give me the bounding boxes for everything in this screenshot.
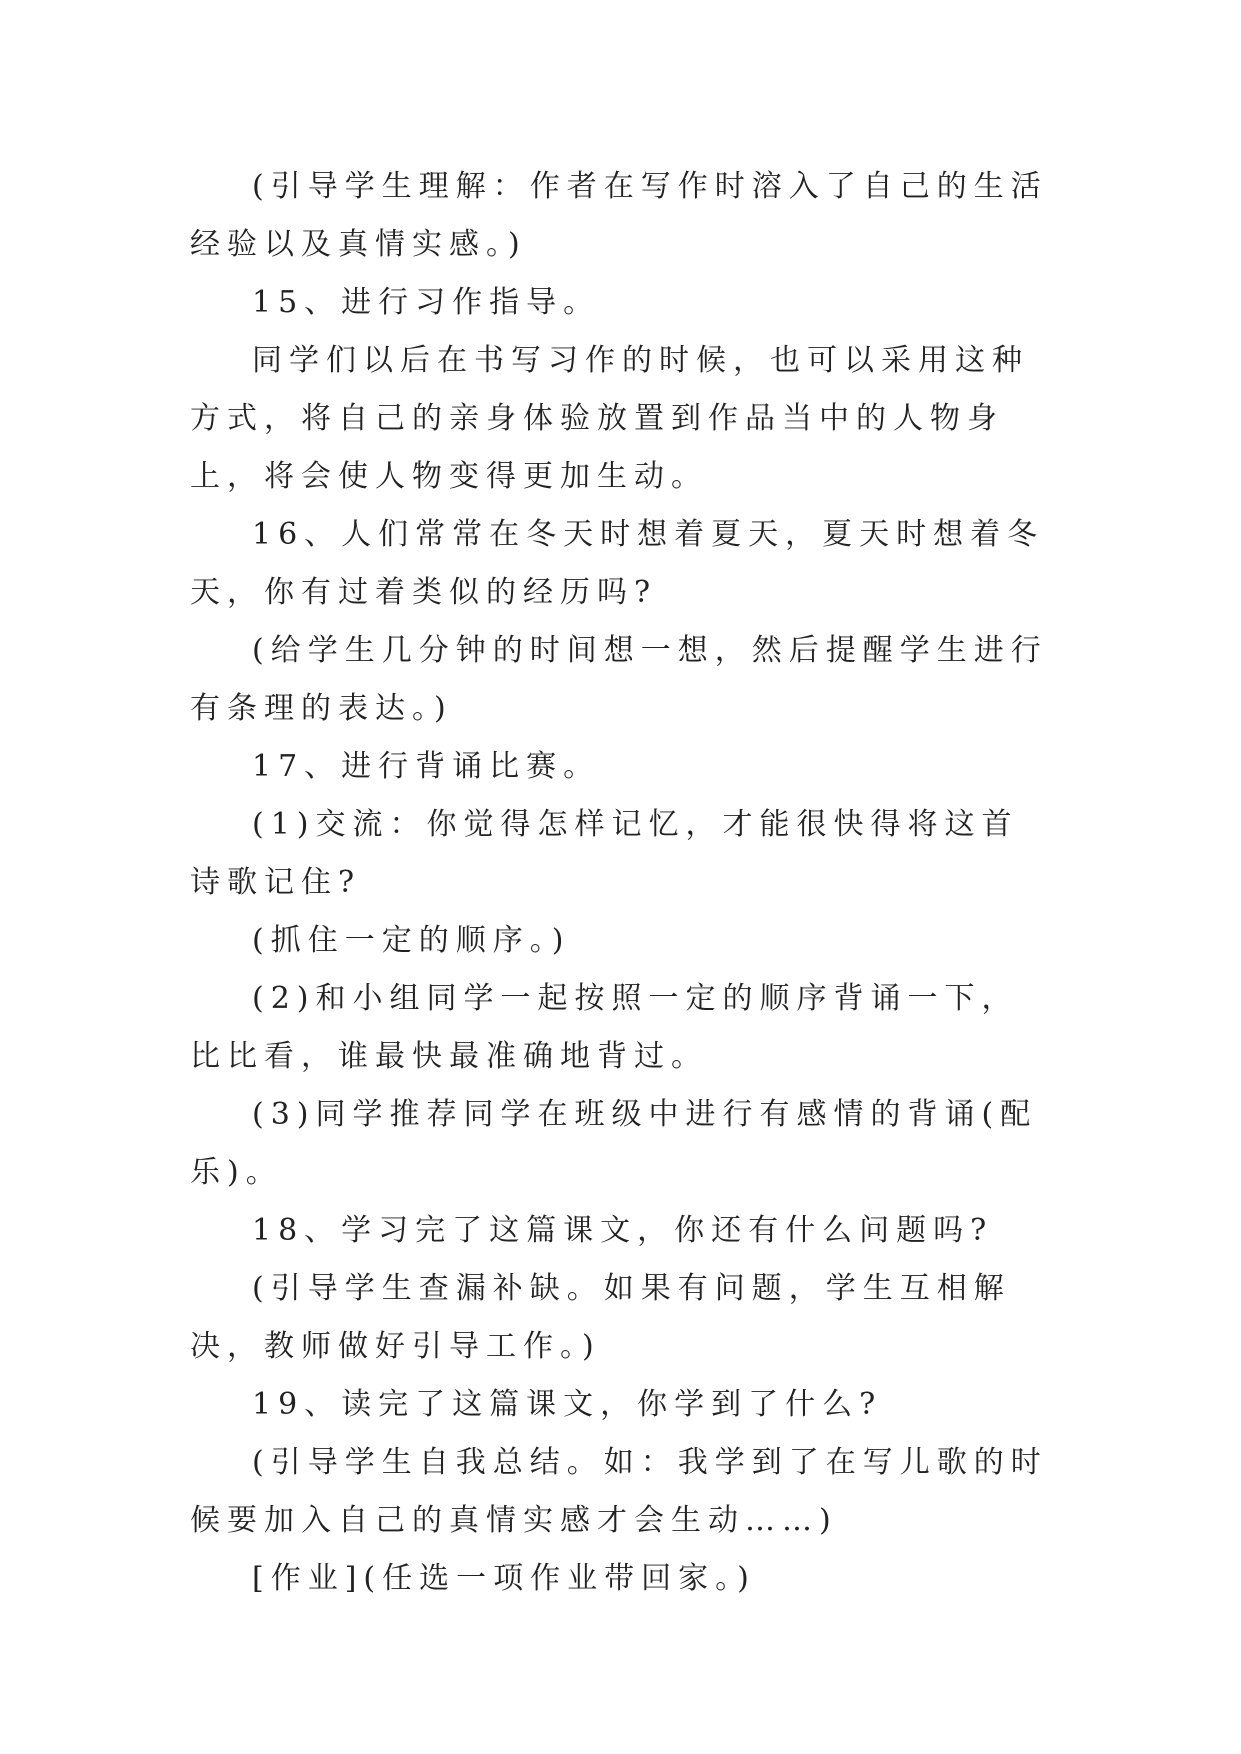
paragraph-guide-understanding: (引导学生理解：作者在写作时溶入了自己的生活经验以及真情实感。) <box>190 169 1048 262</box>
paragraph-step-16: 16、人们常常在冬天时想着夏天，夏天时想着冬天，你有过着类似的经历吗? <box>190 517 1045 610</box>
paragraph-step-15: 15、进行习作指导。 <box>252 285 601 320</box>
paragraph-self-summary: (引导学生自我总结。如：我学到了在写儿歌的时候要加入自己的真情实感才会生动……) <box>190 1445 1048 1538</box>
paragraph-writing-guidance: 同学们以后在书写习作的时候，也可以采用这种方式，将自己的亲身体验放置到作品当中的人物身上，将会使人物变得更加生动。 <box>190 343 1029 494</box>
document-body <box>190 158 1052 1608</box>
paragraph-17-1: (1)交流：你觉得怎样记忆，才能很快得将这首诗歌记住? <box>190 807 1019 900</box>
paragraph-step-19: 19、读完了这篇课文，你学到了什么? <box>252 1387 883 1422</box>
paragraph-step-17: 17、进行背诵比赛。 <box>252 749 601 784</box>
paragraph-homework: [作业](任选一项作业带回家。) <box>252 1561 756 1596</box>
paragraph-fill-gaps: (引导学生查漏补缺。如果有问题，学生互相解决，教师做好引导工作。) <box>190 1271 1011 1364</box>
paragraph-think-time: (给学生几分钟的时间想一想，然后提醒学生进行有条理的表达。) <box>190 633 1048 726</box>
paragraph-17-3: (3)同学推荐同学在班级中进行有感情的背诵(配乐)。 <box>190 1097 1038 1190</box>
paragraph-order-hint: (抓住一定的顺序。) <box>252 923 571 958</box>
paragraph-17-2: (2)和小组同学一起按照一定的顺序背诵一下，比比看，谁最快最准确地背过。 <box>190 981 1019 1074</box>
paragraph-step-18: 18、学习完了这篇课文，你还有什么问题吗? <box>252 1213 994 1248</box>
